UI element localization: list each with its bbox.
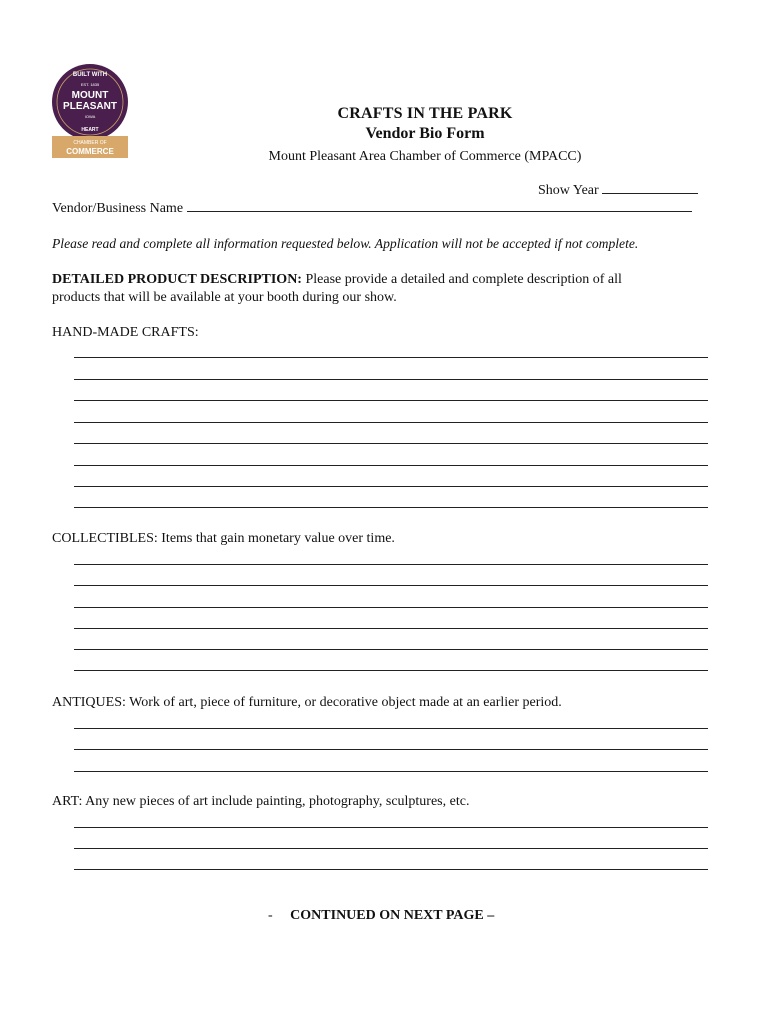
logo-state-text: IOWA	[84, 114, 96, 119]
antiques-line[interactable]	[74, 749, 708, 750]
art-line[interactable]	[74, 848, 708, 849]
collectibles-line[interactable]	[74, 649, 708, 650]
logo-name-line1: MOUNT	[71, 90, 109, 101]
handmade-line[interactable]	[74, 400, 708, 401]
form-title: CRAFTS IN THE PARK	[337, 105, 513, 122]
logo-banner-line1: CHAMBER OF	[73, 140, 107, 146]
continued-notice	[268, 907, 494, 925]
collectibles-line[interactable]	[74, 585, 708, 586]
logo-top-text: BUILT WITH	[72, 72, 108, 78]
handmade-line[interactable]	[74, 443, 708, 444]
handmade-crafts-label: HAND-MADE CRAFTS:	[52, 325, 199, 340]
show-year-label: Show Year	[538, 183, 599, 198]
handmade-line[interactable]	[74, 379, 708, 380]
vendor-name-field	[52, 199, 692, 218]
continued-text: CONTINUED ON NEXT PAGE –	[290, 908, 495, 923]
show-year-field	[538, 181, 698, 200]
antiques-line[interactable]	[74, 728, 708, 729]
art-label: ART: Any new pieces of art include painting, photography, sculptures, etc.	[52, 794, 470, 809]
logo-banner-line2: COMMERCE	[66, 147, 114, 156]
logo-est-text: EST. 1835	[80, 82, 100, 87]
completion-notice: Please read and complete all information requested below. Application will not be accepted if not complete.	[52, 236, 639, 251]
collectibles-line[interactable]	[74, 607, 708, 608]
collectibles-line[interactable]	[74, 564, 708, 565]
art-line[interactable]	[74, 869, 708, 870]
handmade-line[interactable]	[74, 486, 708, 487]
vendor-name-input[interactable]	[187, 199, 692, 212]
product-description-heading: DETAILED PRODUCT DESCRIPTION:	[52, 272, 302, 287]
art-line[interactable]	[74, 827, 708, 828]
handmade-line[interactable]	[74, 357, 708, 358]
antiques-label: ANTIQUES: Work of art, piece of furniture, or decorative object made at an earlier period.	[52, 695, 562, 710]
form-subtitle: Vendor Bio Form	[365, 125, 485, 142]
product-description-text2: products that will be available at your booth during our show.	[52, 290, 397, 305]
logo-bottom-text: HEART	[81, 127, 99, 133]
organization-name: Mount Pleasant Area Chamber of Commerce (MPACC)	[268, 149, 582, 164]
product-description-line1	[52, 271, 622, 289]
collectibles-label: COLLECTIBLES: Items that gain monetary value over time.	[52, 531, 395, 546]
form-header	[0, 104, 770, 168]
collectibles-line[interactable]	[74, 628, 708, 629]
continued-dash: -	[268, 908, 273, 923]
product-description-text1: Please provide a detailed and complete description of all	[305, 272, 622, 287]
handmade-line[interactable]	[74, 507, 708, 508]
handmade-line[interactable]	[74, 422, 708, 423]
logo-name-line2: PLEASANT	[63, 101, 117, 112]
antiques-line[interactable]	[74, 771, 708, 772]
collectibles-line[interactable]	[74, 670, 708, 671]
show-year-input[interactable]	[602, 181, 698, 194]
handmade-line[interactable]	[74, 465, 708, 466]
vendor-name-label: Vendor/Business Name	[52, 201, 184, 216]
